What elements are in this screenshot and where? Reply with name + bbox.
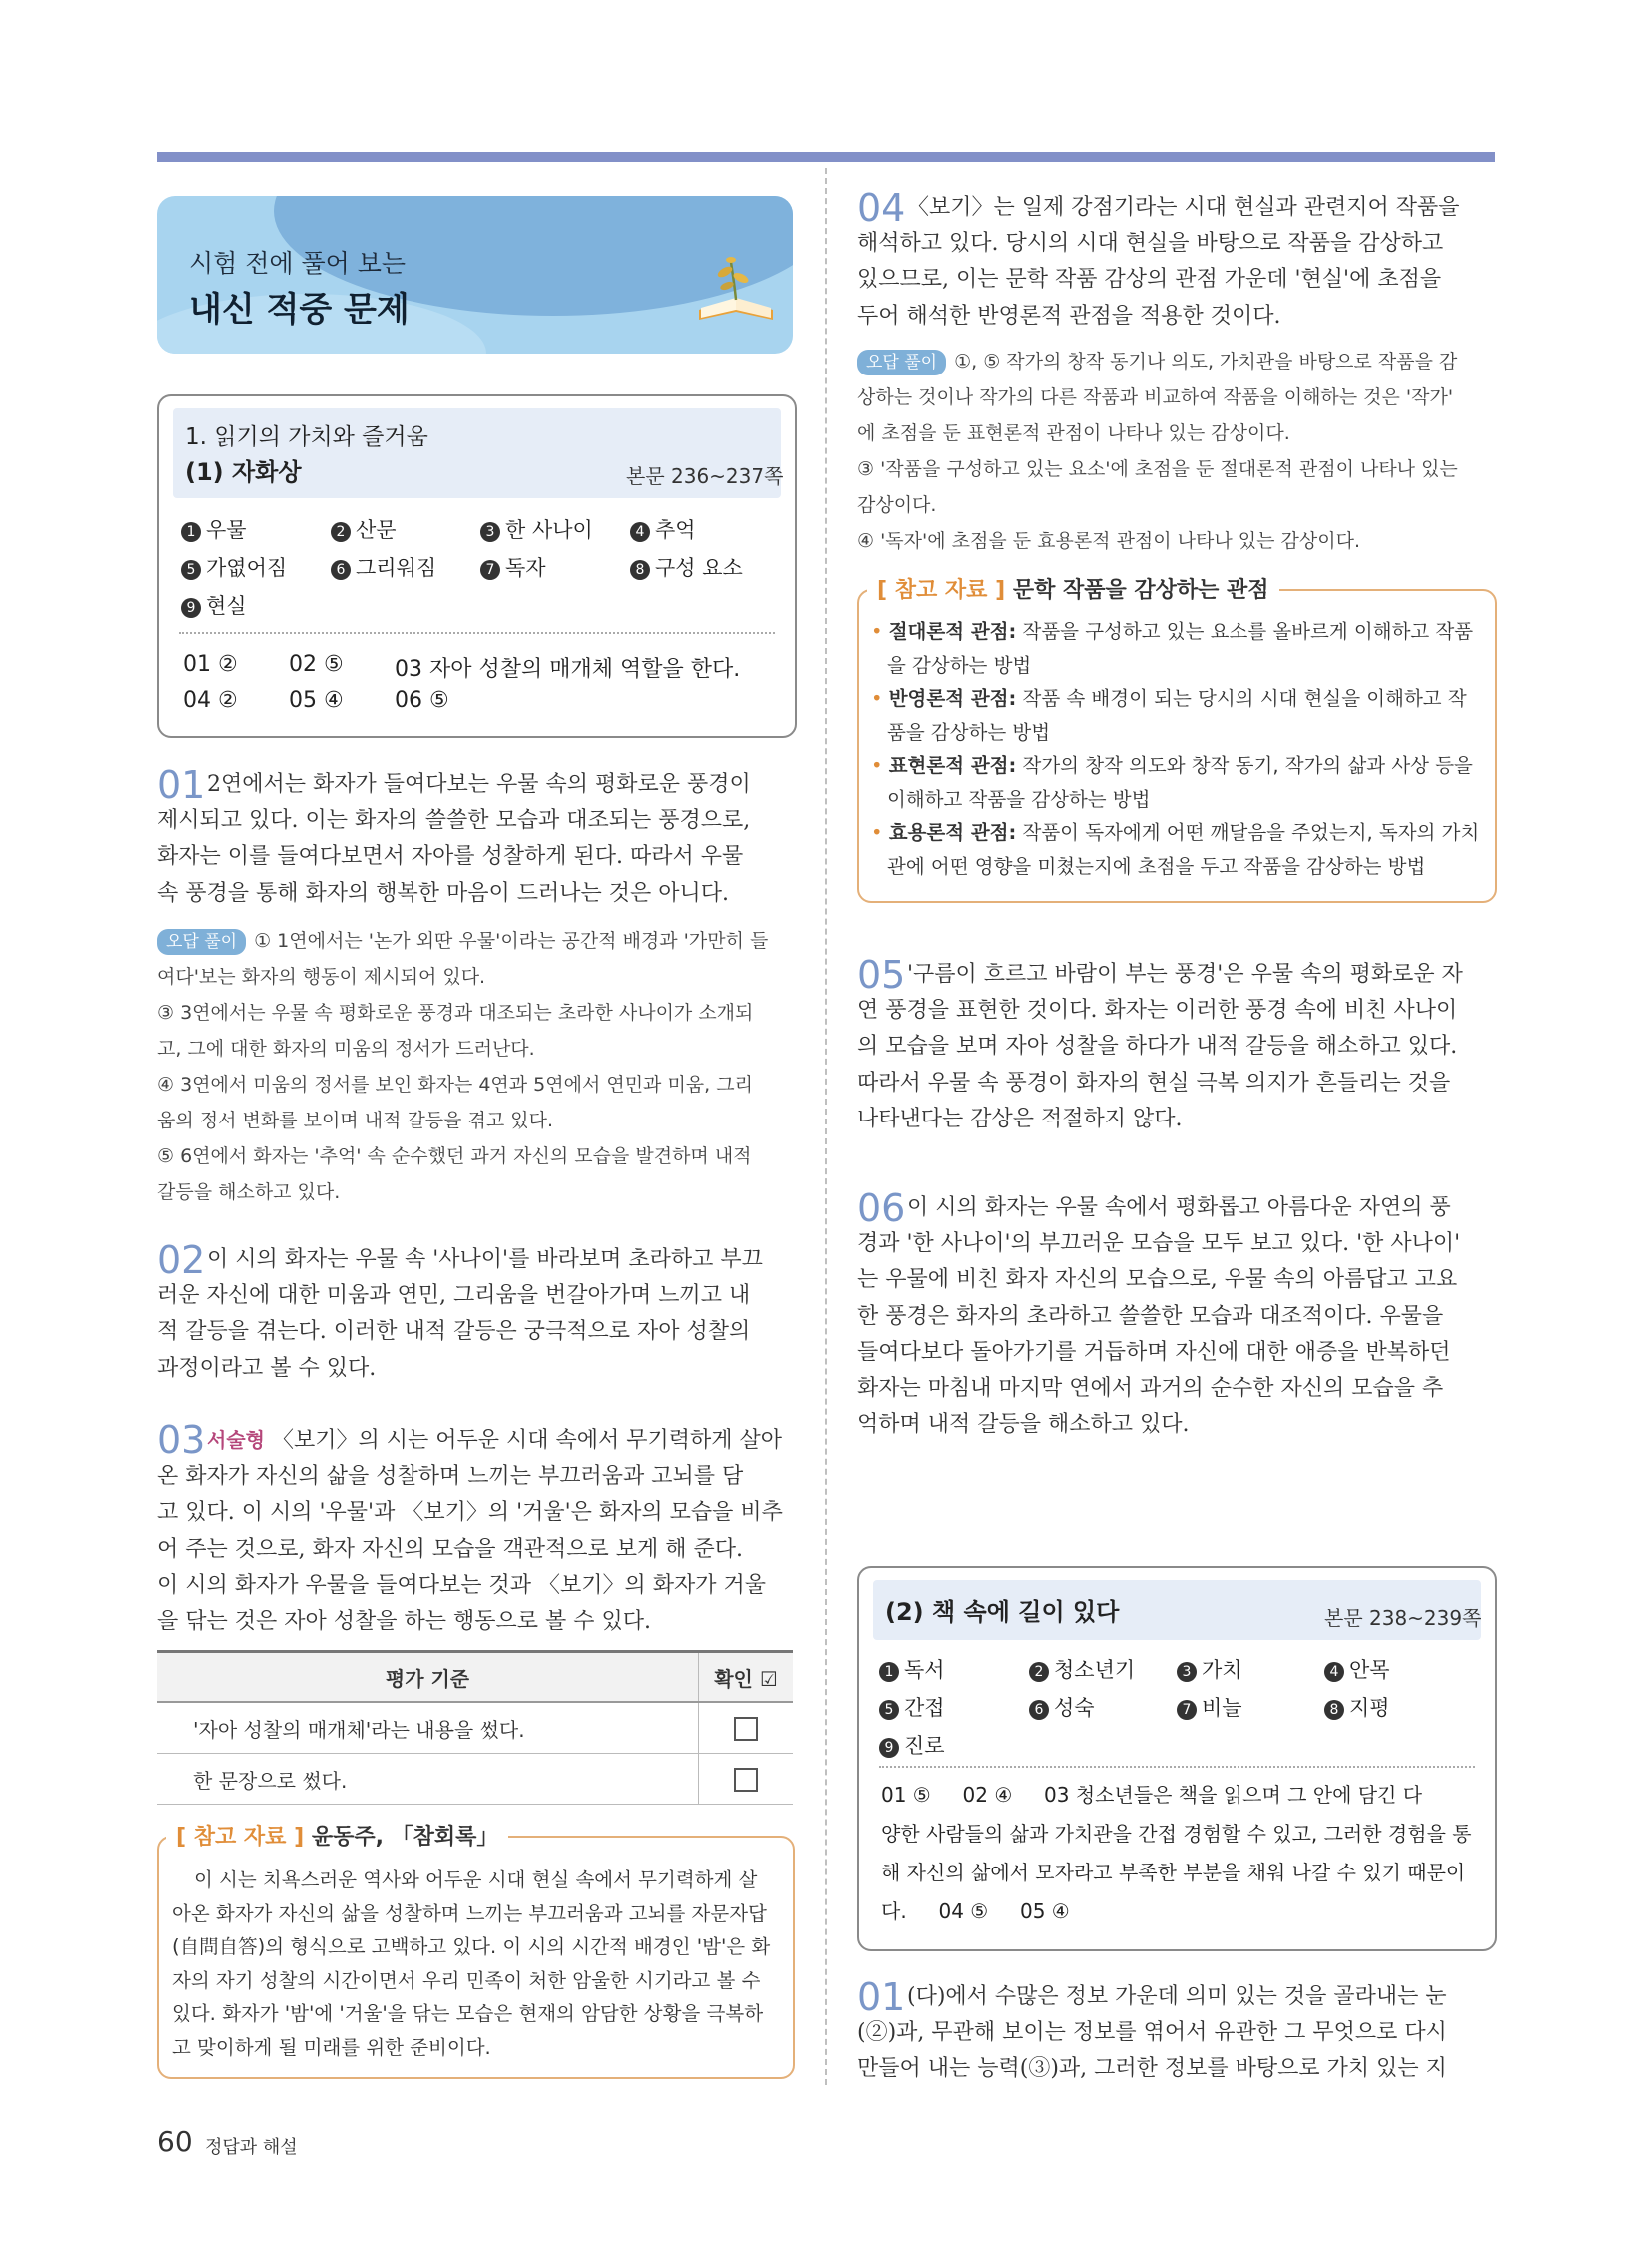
reference-text-left xyxy=(172,1864,781,2064)
keyword-text: 우물 xyxy=(206,518,247,542)
check-cell xyxy=(699,1702,794,1754)
column-divider xyxy=(825,168,827,2085)
keyword-item xyxy=(181,552,287,582)
banner-title: 내신 적중 문제 xyxy=(189,290,410,330)
answer-box-2 xyxy=(857,1566,1497,1951)
keyword-number-badge: 9 xyxy=(879,1738,899,1758)
page-range: 본문 238~239쪽 xyxy=(1324,1606,1482,1630)
keyword-number-badge: 3 xyxy=(480,522,500,542)
text-line: 이 시의 화자는 우물 속 '사나이'를 바라보며 초라하고 부끄 xyxy=(207,1247,763,1272)
text-line: 두어 해석한 반영론적 관점을 적용한 것이다. xyxy=(857,303,1281,329)
text-line: 을 닦는 것은 자아 성찰을 하는 행동으로 볼 수 있다. xyxy=(157,1609,651,1635)
keyword-item xyxy=(1177,1654,1242,1684)
unit-title: (2) 책 속에 길이 있다 xyxy=(885,1598,1120,1626)
keyword-text: 간접 xyxy=(904,1696,945,1720)
keyword-number-badge: 6 xyxy=(331,560,351,580)
keyword-item xyxy=(1177,1692,1242,1722)
note-line: 고, 그에 대한 화자의 미움의 정서가 드러난다. xyxy=(157,1038,535,1060)
answer-01: 01 ② xyxy=(183,652,238,677)
keyword-item xyxy=(879,1692,945,1722)
keyword-number-badge: 7 xyxy=(1177,1700,1197,1720)
keyword-item xyxy=(480,514,593,544)
criteria-cell: 한 문장으로 썼다. xyxy=(157,1754,699,1805)
answer-lines xyxy=(881,1776,1480,1931)
text-line: 따라서 우물 속 풍경이 화자의 현실 극복 의지가 흔들리는 것을 xyxy=(857,1070,1451,1096)
keyword-text: 현실 xyxy=(206,594,247,618)
ref-line: 이 시는 치욕스러운 역사와 어두운 시대 현실 속에서 무기력하게 살 xyxy=(194,1868,758,1891)
wrong-answer-tag: 오답 풀이 xyxy=(857,350,946,375)
text-line: 이 시의 화자가 우물을 들여다보는 것과 〈보기〉의 화자가 거울 xyxy=(157,1572,766,1598)
ref-item-cont: 관에 어떤 영향을 미쳤는지에 초점을 두고 작품을 감상하는 방법 xyxy=(887,854,1426,878)
keyword-text: 지평 xyxy=(1349,1696,1390,1720)
text-line: 는 우물에 비친 화자 자신의 모습으로, 우물 속의 아름답고 고요 xyxy=(857,1267,1458,1293)
keyword-text: 독서 xyxy=(904,1658,945,1682)
text-line: 억하며 내적 갈등을 해소하고 있다. xyxy=(857,1412,1190,1438)
keyword-number-badge: 5 xyxy=(181,560,201,580)
keyword-text: 가엾어짐 xyxy=(206,556,288,580)
answer-line: 01 ⑤ 02 ④ 03 청소년들은 책을 읽으며 그 안에 담긴 다 xyxy=(881,1783,1423,1807)
question-number-05: 05 xyxy=(857,953,906,997)
text-line: 2연에서는 화자가 들여다보는 우물 속의 평화로운 풍경이 xyxy=(207,772,751,797)
text-line: 들여다보다 돌아가기를 거듭하며 자신에 대한 애증을 반복하던 xyxy=(857,1339,1451,1365)
keyword-text: 추억 xyxy=(655,518,696,542)
text-line: (다)에서 수많은 정보 가운데 의미 있는 것을 골라내는 눈 xyxy=(907,1984,1447,2009)
text-line: 의 모습을 보며 자아 성찰을 하다가 내적 갈등을 해소하고 있다. xyxy=(857,1034,1458,1060)
ref-line: 있다. 화자가 '밤'에 '거울'을 닦는 모습은 현재의 암담한 상황을 극복하 xyxy=(172,2002,764,2025)
note-line: ③ '작품을 구성하고 있는 요소'에 초점을 둔 절대론적 관점이 나타나 있는 xyxy=(857,458,1458,480)
text-line: 러운 자신에 대한 미움과 연민, 그리움을 번갈아가며 느끼고 내 xyxy=(157,1283,751,1309)
answer-line: 양한 사람들의 삶과 가치관을 간접 경험할 수 있고, 그러한 경험을 통 xyxy=(881,1822,1472,1846)
page-number: 60 xyxy=(157,2125,193,2158)
text-line: 〈보기〉는 일제 강점기라는 시대 현실과 관련지어 작품을 xyxy=(907,195,1460,220)
note-line: 상하는 것이나 작가의 다른 작품과 비교하여 작품을 이해하는 것은 '작가' xyxy=(857,386,1454,408)
keyword-text: 구성 요소 xyxy=(655,556,743,580)
keyword-item xyxy=(1029,1692,1095,1722)
text-line: 화자는 마침내 마지막 연에서 과거의 순수한 자신의 모습을 추 xyxy=(857,1376,1444,1402)
ref-line: 고 맞이하게 될 미래를 위한 준비이다. xyxy=(172,2035,491,2059)
keyword-number-badge: 8 xyxy=(630,560,650,580)
text-line: 해석하고 있다. 당시의 시대 현실을 바탕으로 작품을 감상하고 xyxy=(857,231,1444,257)
note-line: ④ '독자'에 초점을 둔 효용론적 관점이 나타나 있는 감상이다. xyxy=(857,530,1360,552)
keyword-number-badge: 3 xyxy=(1177,1662,1197,1682)
text-line: 경과 '한 사나이'의 부끄러운 모습을 모두 보고 있다. '한 사나이' xyxy=(857,1231,1461,1257)
wrong-answer-tag: 오답 풀이 xyxy=(157,929,246,955)
keyword-item xyxy=(879,1730,945,1760)
unit-title: (1) 자화상 xyxy=(185,458,302,486)
answer-line: 다. 04 ⑤ 05 ④ xyxy=(881,1899,1070,1923)
table-row xyxy=(157,1702,793,1754)
question-02-text xyxy=(157,1242,793,1387)
text-line: 서술형 〈보기〉의 시는 어두운 시대 속에서 무기력하게 살아 xyxy=(207,1428,782,1453)
text-line: 만들어 내는 능력(③)과, 그러한 정보를 바탕으로 가치 있는 지 xyxy=(857,2056,1447,2082)
dotted-divider xyxy=(179,632,775,634)
question-number-03: 03 xyxy=(157,1418,206,1462)
checkbox[interactable] xyxy=(734,1717,758,1741)
reference-list-right xyxy=(871,615,1486,883)
question-number-01b: 01 xyxy=(857,1975,906,2019)
checkbox[interactable] xyxy=(734,1768,758,1792)
note-line: 에 초점을 둔 표현론적 관점이 나타나 있는 감상이다. xyxy=(857,422,1290,444)
footer-label: 정답과 해설 xyxy=(205,2137,298,2158)
text-line: 온 화자가 자신의 삶을 성찰하며 느끼는 부끄러움과 고뇌를 담 xyxy=(157,1464,744,1490)
keyword-number-badge: 2 xyxy=(1029,1662,1049,1682)
keyword-item xyxy=(1324,1692,1390,1722)
text-line: '구름이 흐르고 바람이 부는 풍경'은 우물 속의 평화로운 자 xyxy=(907,962,1463,987)
reference-title-left: [ 참고 자료 ] 윤동주, 「참회록」 xyxy=(166,1820,508,1851)
keyword-text: 가치 xyxy=(1202,1658,1242,1682)
keyword-item xyxy=(630,514,696,544)
wrong-answer-notes-01 xyxy=(157,923,796,1210)
keyword-text: 산문 xyxy=(356,518,397,542)
keyword-number-badge: 8 xyxy=(1324,1700,1344,1720)
keyword-item xyxy=(879,1654,945,1684)
ref-item-cont: 품을 감상하는 방법 xyxy=(887,720,1051,744)
question-number-04: 04 xyxy=(857,186,906,230)
text-line: 적 갈등을 겪는다. 이러한 내적 갈등은 궁극적으로 자아 성찰의 xyxy=(157,1319,751,1345)
note-line: 움의 정서 변화를 보이며 내적 갈등을 겪고 있다. xyxy=(157,1110,554,1131)
keyword-item xyxy=(331,552,436,582)
keyword-text: 비늘 xyxy=(1202,1696,1242,1720)
keyword-number-badge: 4 xyxy=(1324,1662,1344,1682)
table-row xyxy=(157,1754,793,1805)
text-line: 나타낸다는 감상은 적절하지 않다. xyxy=(857,1106,1183,1131)
answer-03: 03 자아 성찰의 매개체 역할을 한다. xyxy=(395,657,741,682)
keyword-number-badge: 2 xyxy=(331,522,351,542)
criteria-cell: '자아 성찰의 매개체'라는 내용을 썼다. xyxy=(157,1702,699,1754)
ref-item-cont: 을 감상하는 방법 xyxy=(887,653,1032,677)
ref-line: (自問自答)의 형식으로 고백하고 있다. 이 시의 시간적 배경인 '밤'은 화 xyxy=(172,1935,771,1958)
keyword-number-badge: 1 xyxy=(879,1662,899,1682)
top-accent-bar xyxy=(157,152,1495,162)
keyword-text: 독자 xyxy=(505,556,546,580)
note-line: 오답 풀이 ① 1연에서는 '논가 외딴 우물'이라는 공간적 배경과 '가만히 들 xyxy=(157,923,796,959)
note-line: 오답 풀이 ①, ⑤ 작가의 창작 동기나 의도, 가치관을 바탕으로 작품을 감 xyxy=(857,344,1498,379)
dotted-divider xyxy=(879,1766,1475,1768)
answer-02: 02 ⑤ xyxy=(289,652,344,677)
book-plant-icon xyxy=(691,248,781,338)
answer-04: 04 ② xyxy=(183,688,238,713)
keyword-text: 청소년기 xyxy=(1054,1658,1136,1682)
question-04-text xyxy=(857,190,1495,335)
ref-item: • 반영론적 관점: 작품 속 배경이 되는 당시의 시대 현실을 이해하고 작 xyxy=(871,687,1467,710)
text-line: 고 있다. 이 시의 '우물'과 〈보기〉의 '거울'은 화자의 모습을 비추 xyxy=(157,1500,783,1526)
text-line: 제시되고 있다. 이는 화자의 쓸쓸한 모습과 대조되는 풍경으로, xyxy=(157,808,751,834)
section-title: 1. 읽기의 가치와 즐거움 xyxy=(185,424,428,450)
ref-item: • 표현론적 관점: 작가의 창작 의도와 창작 동기, 작가의 삶과 사상 등을 xyxy=(871,754,1473,777)
question-01b-text xyxy=(857,1979,1495,2088)
note-line: ④ 3연에서 미움의 정서를 보인 화자는 4연과 5연에서 연민과 미움, 그리 xyxy=(157,1074,753,1096)
answer-line: 해 자신의 삶에서 모자라고 부족한 부분을 채워 나갈 수 있기 때문이 xyxy=(881,1861,1466,1884)
text-line: 연 풍경을 표현한 것이다. 화자는 이러한 풍경 속에 비친 사나이 xyxy=(857,998,1458,1024)
header-check: 확인 ☑ xyxy=(699,1652,794,1703)
keyword-item xyxy=(1029,1654,1135,1684)
wrong-answer-notes-04 xyxy=(857,344,1498,559)
text-line: 화자는 이를 들여다보면서 자아를 성찰하게 된다. 따라서 우물 xyxy=(157,844,744,870)
answer-box-1 xyxy=(157,394,797,738)
keyword-number-badge: 4 xyxy=(630,522,650,542)
keyword-number-badge: 1 xyxy=(181,522,201,542)
question-05-text xyxy=(857,957,1495,1137)
question-01-text xyxy=(157,767,793,912)
keyword-text: 진로 xyxy=(904,1734,945,1758)
keyword-item xyxy=(331,514,397,544)
essay-type-label: 서술형 xyxy=(207,1428,265,1452)
banner-subtitle: 시험 전에 풀어 보는 xyxy=(189,249,407,278)
keyword-text: 안목 xyxy=(1349,1658,1390,1682)
text-line: 이 시의 화자는 우물 속에서 평화롭고 아름다운 자연의 풍 xyxy=(907,1195,1451,1220)
question-03-text xyxy=(157,1422,793,1640)
question-number-02: 02 xyxy=(157,1238,206,1282)
keyword-item xyxy=(630,552,743,582)
ref-line: 자의 자기 성찰의 시간이면서 우리 민족이 처한 암울한 시기라고 볼 수 xyxy=(172,1968,761,1992)
text-line: 있으므로, 이는 문학 작품 감상의 관점 가운데 '현실'에 초점을 xyxy=(857,267,1442,293)
question-number-01: 01 xyxy=(157,763,206,807)
text-line: 어 주는 것으로, 화자 자신의 모습을 객관적으로 보게 해 준다. xyxy=(157,1536,743,1562)
answer-06: 06 ⑤ xyxy=(395,688,449,713)
table-header-row xyxy=(157,1652,793,1703)
header-banner xyxy=(157,196,793,354)
note-line: ③ 3연에서는 우물 속 평화로운 풍경과 대조되는 초라한 사나이가 소개되 xyxy=(157,1002,754,1024)
note-line: 여다'보는 화자의 행동이 제시되어 있다. xyxy=(157,966,486,988)
ref-line: 아온 화자가 자신의 삶을 성찰하며 느끼는 부끄러움과 고뇌를 자문자답 xyxy=(172,1901,767,1925)
ref-item: • 효용론적 관점: 작품이 독자에게 어떤 깨달음을 주었는지, 독자의 가치 xyxy=(871,821,1480,844)
keyword-number-badge: 5 xyxy=(879,1700,899,1720)
note-line: 갈등을 해소하고 있다. xyxy=(157,1181,341,1203)
keyword-text: 성숙 xyxy=(1054,1696,1095,1720)
text-line: 과정이라고 볼 수 있다. xyxy=(157,1355,377,1381)
text-line: 한 풍경은 화자의 초라하고 쓸쓸한 모습과 대조적이다. 우물을 xyxy=(857,1303,1444,1329)
keyword-item xyxy=(1324,1654,1390,1684)
keyword-text: 그리워짐 xyxy=(356,556,437,580)
ref-item: • 절대론적 관점: 작품을 구성하고 있는 요소를 올바르게 이해하고 작품 xyxy=(871,620,1474,643)
ref-item-cont: 이해하고 작품을 감상하는 방법 xyxy=(887,787,1151,811)
note-line: ⑤ 6연에서 화자는 '추억' 속 순수했던 과거 자신의 모습을 발견하며 내적 xyxy=(157,1145,752,1167)
evaluation-table xyxy=(157,1650,793,1805)
header-criteria: 평가 기준 xyxy=(157,1652,699,1703)
text-line: (②)과, 무관해 보이는 정보를 엮어서 유관한 그 무엇으로 다시 xyxy=(857,2020,1447,2046)
page-range: 본문 236~237쪽 xyxy=(626,464,784,488)
reference-title-right: [ 참고 자료 ] 문학 작품을 감상하는 관점 xyxy=(867,573,1279,604)
answer-05: 05 ④ xyxy=(289,688,344,713)
note-line: 감상이다. xyxy=(857,494,937,516)
keyword-item xyxy=(181,514,247,544)
question-06-text xyxy=(857,1190,1495,1443)
keyword-text: 한 사나이 xyxy=(505,518,593,542)
text-line: 속 풍경을 통해 화자의 행복한 마음이 드러나는 것은 아니다. xyxy=(157,880,729,906)
check-cell xyxy=(699,1754,794,1805)
keyword-number-badge: 6 xyxy=(1029,1700,1049,1720)
question-number-06: 06 xyxy=(857,1186,906,1230)
keyword-item xyxy=(480,552,546,582)
keyword-number-badge: 9 xyxy=(181,598,201,618)
keyword-item xyxy=(181,590,247,620)
keyword-number-badge: 7 xyxy=(480,560,500,580)
